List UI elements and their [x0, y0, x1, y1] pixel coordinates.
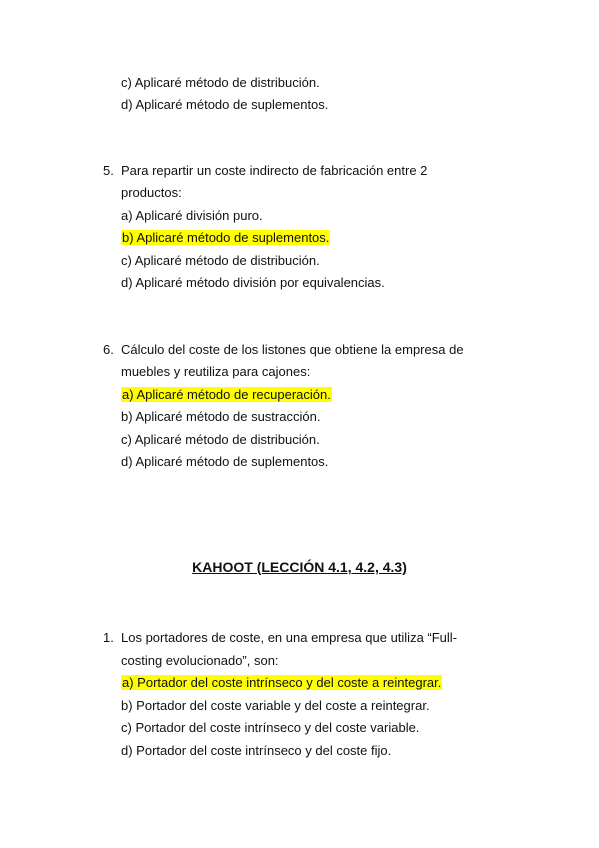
option-b-correct [121, 228, 330, 248]
option-c: c) Portador del coste intrínseco y del coste variable. [121, 720, 420, 735]
highlighted-answer: b) Aplicaré método de suplementos. [122, 230, 330, 245]
question-text-line: Cálculo del coste de los listones que obtiene la empresa de [121, 342, 464, 357]
option-c: c) Aplicaré método de distribución. [121, 75, 320, 90]
option-a-correct [121, 385, 332, 405]
option-d: d) Aplicaré método de suplementos. [121, 454, 329, 469]
section-heading: KAHOOT (LECCIÓN 4.1, 4.2, 4.3) [192, 559, 407, 575]
option-b: b) Aplicaré método de sustracción. [121, 409, 321, 424]
option-d: d) Aplicaré método división por equivalencias. [121, 275, 385, 290]
option-d: d) Portador del coste intrínseco y del coste fijo. [121, 743, 392, 758]
question-text-line: productos: [121, 185, 182, 200]
option-a-correct [121, 673, 442, 693]
question-number: 1. [103, 630, 114, 645]
option-c: c) Aplicaré método de distribución. [121, 253, 320, 268]
question-text-line: Los portadores de coste, en una empresa que utiliza “Full- [121, 630, 458, 645]
option-a: a) Aplicaré división puro. [121, 208, 263, 223]
question-text-line: muebles y reutiliza para cajones: [121, 364, 311, 379]
option-c: c) Aplicaré método de distribución. [121, 432, 320, 447]
question-text-line: costing evolucionado”, son: [121, 653, 279, 668]
option-b: b) Portador del coste variable y del coste a reintegrar. [121, 698, 430, 713]
question-text-line: Para repartir un coste indirecto de fabricación entre 2 [121, 163, 428, 178]
question-number: 5. [103, 163, 114, 178]
highlighted-answer: a) Aplicaré método de recuperación. [122, 387, 331, 402]
option-d: d) Aplicaré método de suplementos. [121, 97, 329, 112]
question-number: 6. [103, 342, 114, 357]
highlighted-answer: a) Portador del coste intrínseco y del coste a reintegrar. [122, 675, 442, 690]
